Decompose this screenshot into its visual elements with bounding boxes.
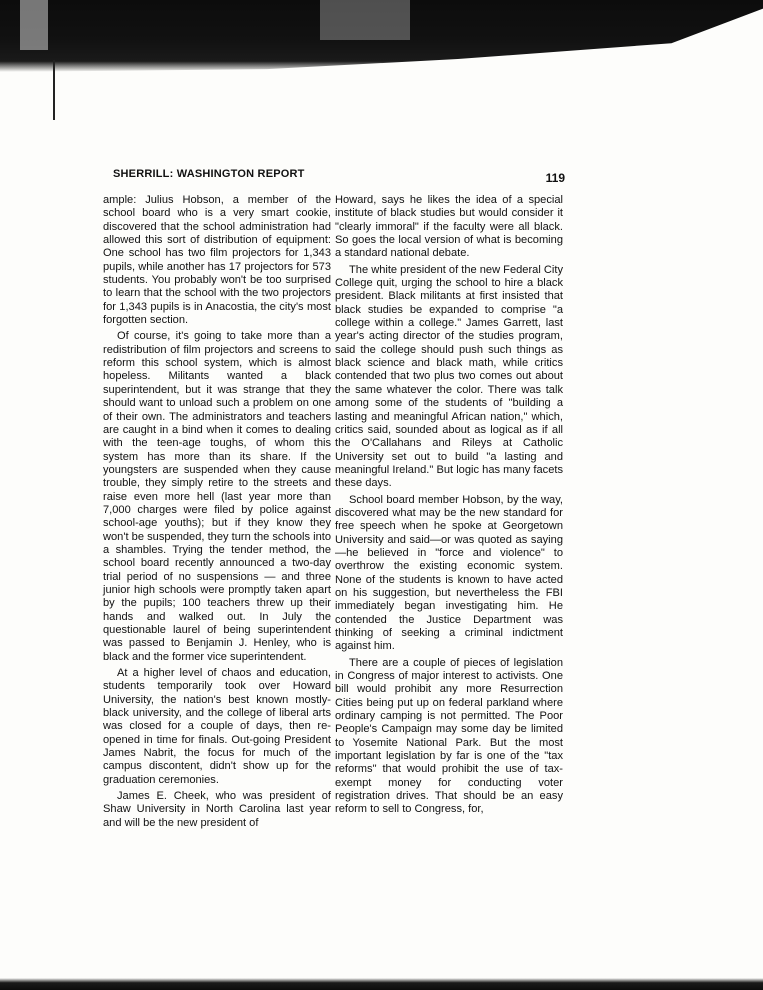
paragraph: Howard, says he likes the idea of a special institute of black studies but would consider it "clearly immoral" if the faculty were all black. So goes the local version of what is becoming a standard national debate. bbox=[335, 194, 563, 260]
paragraph: The white president of the new Federal City College quit, urging the school to hire a black president. Black militants at first insisted that black studies be expanded to comprise "a college within a college." James Garrett, last year's acting director of the studies program, said the college should push such things as black science and black math, while critics contended that two plus two comes out about the same whatever the color. There was talk among some of the students of "building a lasting and meaningful African nation," which, critics said, sounded about as logical as if all the O'Callahans and Rileys at Catholic University set out to build "a lasting and meaningful Ireland." But logic has many facets these days. bbox=[335, 263, 563, 490]
scanner-shadow-bottom bbox=[0, 978, 763, 990]
paragraph: James E. Cheek, who was president of Shaw University in North Carolina last year and will be the new president of bbox=[103, 790, 331, 829]
paragraph: School board member Hobson, by the way, discovered what may be the new standard for free speech when he spoke at Georgetown University and said—or was quoted as saying—he believed in "force and violence" to overthrow the existing economic system. None of the students is known to have acted on his suggestion, but nevertheless the FBI immediately began investigating him. He contended the Justice Department was thinking of seeking a criminal indictment against him. bbox=[335, 493, 563, 653]
paragraph: ample: Julius Hobson, a member of the school board who is a very smart cookie, discovered that the school administration had allowed this sort of distribution of equipment: One school has two film projectors for 1,343 pupils, while another has 17 projectors for 573 students. You probably won't be too surprised to learn that the school with the two projectors for 1,343 pupils is in Anacostia, the city's most forgotten section. bbox=[103, 194, 331, 327]
right-column bbox=[335, 194, 563, 817]
page-header bbox=[113, 164, 565, 186]
scanner-glare bbox=[20, 0, 48, 50]
margin-mark bbox=[53, 60, 55, 120]
paragraph: At a higher level of chaos and education, students temporarily took over Howard University, the nation's best known mostly-black university, and the college of liberal arts was closed for a couple of days, then re-opened in time for finals. Out-going President James Nabrit, the focus for much of the campus discontent, didn't show up for the graduation ceremonies. bbox=[103, 667, 331, 786]
paragraph: Of course, it's going to take more than a redistribution of film projectors and screens to reform this school system, which is almost hopeless. Militants wanted a black superintendent, but it was strange that they should want to unload such a problem on one of their own. The administrators and teachers are caught in a bind when it comes to dealing with the teen-age toughs, of whom this system has more than its share. If the youngsters are suspended when they cause trouble, they simply retire to the streets and raise even more hell (last year more than 7,000 charges were filed by police against school-age youths); but if they know they won't be suspended, they turn the schools into a shambles. Trying the tender method, the school board recently announced a two-day trial period of no suspensions — and three junior high schools were promptly taken apart by the pupils; 100 teachers threw up their hands and walked out. In July the questionable laurel of being superintendent was passed to Benjamin J. Henley, who is black and the former vice superintendent. bbox=[103, 330, 331, 663]
left-column bbox=[103, 194, 331, 830]
paragraph: There are a couple of pieces of legislation in Congress of major interest to activists. One bill would prohibit any more Resurrection Cities being put up on federal parkland where ordinary camping is not permitted. The Poor People's Campaign may some day be limited to Yosemite National Park. But the most important legislation by far is one of the "tax reforms" that would prohibit the use of tax-exempt money for conducting voter registration drives. That should be an easy reform to sell to Congress, for, bbox=[335, 656, 563, 816]
scanner-glare bbox=[320, 0, 410, 40]
page-number: 119 bbox=[545, 171, 565, 185]
running-head: SHERRILL: WASHINGTON REPORT bbox=[113, 168, 305, 180]
